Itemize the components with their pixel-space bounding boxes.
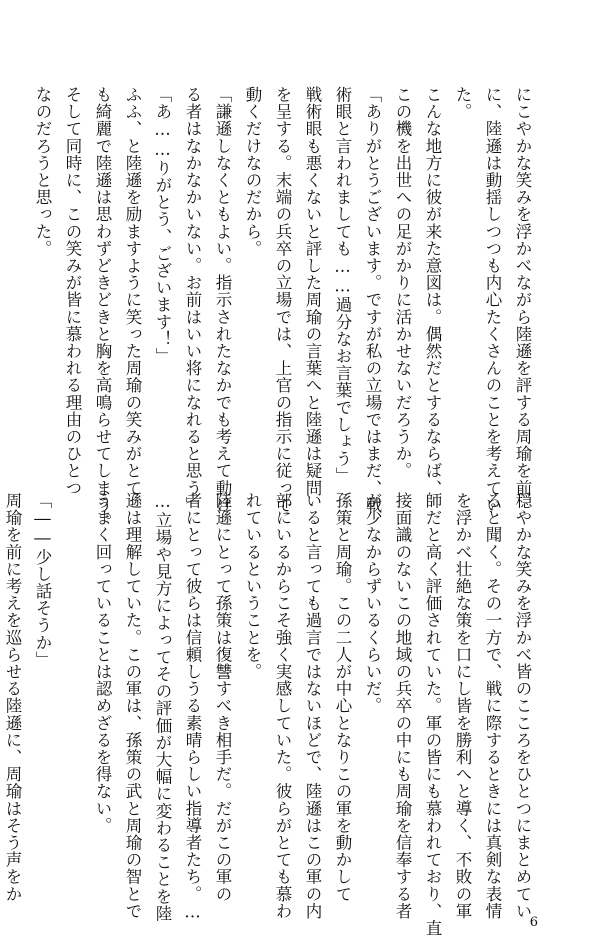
text-line: 接面識のないこの地域の兵卒の中にも周瑜を信奉する者 — [393, 492, 412, 920]
page-number: 6 — [529, 915, 538, 930]
text-line: にこやかな笑みを浮かべながら陸遜を評する周瑜を前 — [513, 86, 532, 497]
text-line: た。 — [453, 86, 472, 121]
text-line: …立場や見方によってその評価が大幅に変わることを陸 — [153, 492, 172, 922]
text-line: 術眼と言われましても……過分なお言葉でしょう」 — [333, 86, 352, 485]
text-line: れているということを。 — [243, 492, 262, 681]
text-line: 動くだけなのだから。 — [243, 86, 262, 257]
top-text-block — [33, 86, 537, 531]
text-line: 「ありがとうございます。ですが私の立場ではまだ、戦 — [363, 86, 382, 514]
text-line: を呈する。末端の兵卒の立場では、上官の指示に従って — [273, 86, 292, 514]
text-line: 「謙遜しなくともよい。指示されたなかでも考えて動け — [213, 86, 232, 514]
text-line: る者はなかなかいない。お前はいい将になれると思う」 — [183, 86, 202, 514]
text-line: 「――少し話そうか」 — [33, 492, 52, 668]
text-line — [57, 492, 87, 882]
text-line: うまく回っていることは認めざるを得ない。 — [93, 492, 112, 834]
text-line: 者にとって彼らは信頼しうる素晴らしい指導者たち。… — [183, 492, 202, 922]
text-line: なのだろうと思った。 — [33, 86, 52, 257]
text-line — [0, 86, 27, 476]
text-line: 「あ……りがとう、ございます！」 — [153, 86, 172, 365]
text-line: 陸遜にとって孫策は復讐すべき相手だ。だがこの軍の — [213, 492, 232, 903]
text-line: 穏やかな笑みを浮かべ皆のこころをひとつにまとめてい — [513, 492, 532, 920]
text-line: こんな地方に彼が来た意図は。偶然だとするならば、 — [423, 86, 442, 497]
text-line: を浮かべ壮絶な策を口にし皆を勝利へと導く、不敗の軍 — [453, 492, 472, 920]
text-line: この機を出世への足がかりに活かせないだろうか。 — [393, 86, 412, 480]
text-line: ると聞く。その一方で、戦に際するときには真剣な表情 — [483, 492, 502, 920]
text-line: 周瑜を前に考えを巡らせる陸遜に、周瑜はそう声をか — [3, 492, 22, 903]
text-line: いると言っても過言ではないほどで、陸遜はこの軍の内 — [303, 492, 322, 920]
text-line: 孫策と周瑜。この二人が中心となりこの軍を動かして — [333, 492, 352, 903]
bottom-text-block — [3, 492, 537, 937]
text-line: 遜は理解していた。この軍は、孫策の武と周瑜の智とで — [123, 492, 142, 920]
text-line: 部にいるからこそ強く実感していた。彼らがとても慕わ — [273, 492, 292, 920]
text-line: 師だと高く評価されていた。軍の皆にも慕われており、直 — [423, 492, 442, 937]
text-line: が少なからずいるくらいだ。 — [363, 492, 382, 715]
text-line: そして同時に、この笑みが皆に慕われる理由のひとつ — [63, 86, 82, 497]
text-line: も綺麗で陸遜は思わずどきどきと胸を高鳴らせてしまう。 — [93, 86, 112, 531]
text-line: に、陸遜は動揺しつつも内心たくさんのことを考えてい — [483, 86, 502, 514]
text-line: ふふ、と陸遜を励ますように笑った周瑜の笑みがとて — [123, 86, 142, 497]
text-line: 戦術眼も悪くないと評した周瑜の言葉へと陸遜は疑問 — [303, 86, 322, 497]
